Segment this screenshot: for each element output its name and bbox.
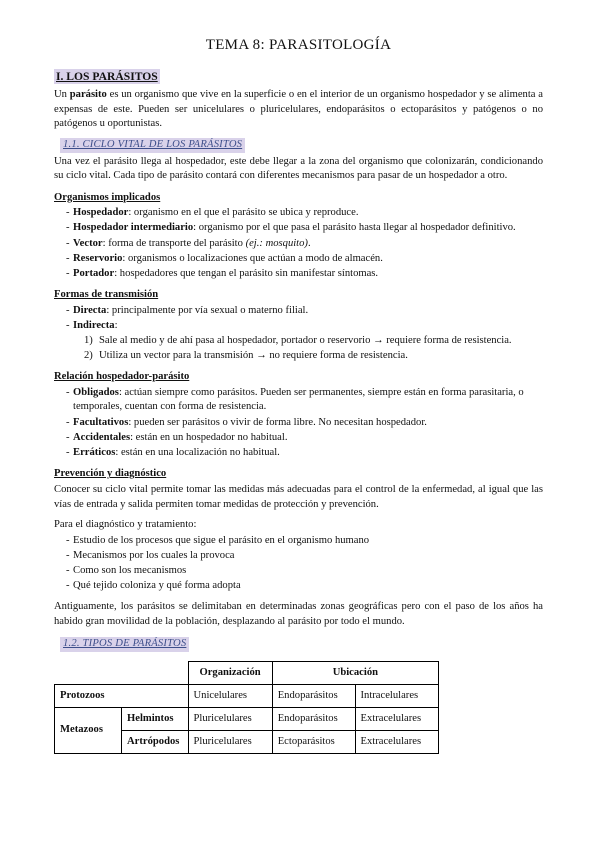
section-heading-parasitos: I. LOS PARÁSITOS <box>56 69 158 83</box>
list-item: - Hospedador intermediario: organismo por el que pasa el parásito hasta llegar al hospedador definitivo. <box>66 221 543 236</box>
table-cell: Endoparásitos <box>272 684 355 707</box>
header-organizacion: Organización <box>188 661 272 684</box>
header-ubicacion: Ubicación <box>272 661 438 684</box>
table-row <box>55 707 439 730</box>
term-parasito: parásito <box>69 89 107 101</box>
table-cell: Extracelulares <box>355 707 438 730</box>
table-row <box>55 684 439 707</box>
list-item: - Hospedador: organismo en el que el parásito se ubica y reproduce. <box>66 206 543 221</box>
list-item: - Obligados: actúan siempre como parásitos. Pueden ser permanentes, siempre están en forma parasitaria, o temporales, cuentan con forma de resistencia. <box>66 386 543 415</box>
diagnostico-list <box>54 534 543 594</box>
transmision-sublist <box>54 334 543 363</box>
row-label-helmintos: Helmintos <box>122 707 189 730</box>
subsection-heading-ciclo-vital: 1.1. CICLO VITAL DE LOS PARÁSITOS <box>60 138 245 153</box>
list-item: 2) Utiliza un vector para la transmisión → no requiere forma de resistencia. <box>84 349 408 361</box>
heading-formas-transmision: Formas de transmisión <box>54 289 159 301</box>
closing-text: Antiguamente, los parásitos se delimitaban en determinadas zonas geográficas pero con el paso de los años ha habido gran movilidad de la población, desplazando al parásito por todo el mundo. <box>54 601 543 627</box>
relacion-list <box>54 386 543 460</box>
list-item: - Estudio de los procesos que sigue el parásito en el organismo humano <box>66 534 543 549</box>
list-item: - Reservorio: organismos o localizaciones que actúan a modo de almacén. <box>66 252 543 267</box>
parasite-types-table <box>54 661 439 754</box>
table-cell: Extracelulares <box>355 730 438 753</box>
list-item: - Como son los mecanismos <box>66 564 543 579</box>
list-item: - Indirecta: <box>66 319 543 334</box>
organismos-list <box>54 206 543 281</box>
table-cell: Intracelulares <box>355 684 438 707</box>
row-label-protozoos: Protozoos <box>55 684 189 707</box>
row-label-artropodos: Artrópodos <box>122 730 189 753</box>
table-cell: Pluricelulares <box>188 707 272 730</box>
ciclo-vital-text: Una vez el parásito llega al hospedador, este debe llegar a la zona del organismo que colonizarán, condicionando su ciclo vital. Cada tipo de parásito contará con diferentes mecanismos para pasar de un hospedador a otro. <box>54 155 543 182</box>
table-row <box>55 661 439 684</box>
subsection-heading-tipos-parasitos: 1.2. TIPOS DE PARÁSITOS <box>60 637 189 652</box>
list-item: - Facultativos: pueden ser parásitos o vivir de forma libre. No necesitan hospedador. <box>66 416 543 431</box>
list-item: - Accidentales: están en un hospedador no habitual. <box>66 431 543 446</box>
list-item: - Directa: principalmente por vía sexual o materno filial. <box>66 304 543 319</box>
list-item: - Vector: forma de transporte del parásito (ej.: mosquito). <box>66 237 543 252</box>
transmision-list <box>54 304 543 334</box>
heading-prevencion-diagnostico: Prevención y diagnóstico <box>54 468 167 480</box>
row-label-metazoos: Metazoos <box>55 707 122 753</box>
heading-relacion-hospedador-parasito: Relación hospedador-parásito <box>54 371 190 383</box>
list-item: 1) Sale al medio y de ahí pasa al hospedador, portador o reservorio → requiere forma de resistencia. <box>84 335 512 347</box>
table-cell: Pluricelulares <box>188 730 272 753</box>
heading-organismos-implicados: Organismos implicados <box>54 191 161 203</box>
table-cell: Unicelulares <box>188 684 272 707</box>
list-item: - Erráticos: están en una localización no habitual. <box>66 446 543 461</box>
diagnostico-lead: Para el diagnóstico y tratamiento: <box>54 519 197 531</box>
table-cell: Ectoparásitos <box>272 730 355 753</box>
list-item: - Portador: hospedadores que tengan el parásito sin manifestar síntomas. <box>66 267 543 282</box>
table-cell: Endoparásitos <box>272 707 355 730</box>
list-item: - Qué tejido coloniza y qué forma adopta <box>66 579 543 594</box>
document-title: TEMA 8: PARASITOLOGÍA <box>205 37 392 53</box>
parasite-definition: Un parásito es un organismo que vive en la superficie o en el interior de un organismo hospedador y se alimenta a expensas de este. Pueden ser unicelulares o pluricelulares, endoparásitos o ectoparásitos y patógenos o no patógenos u oportunistas. <box>54 89 543 130</box>
prevencion-text: Conocer su ciclo vital permite tomar las medidas más adecuadas para el control de la enfermedad, al igual que las vías de entrada y salida permiten tomar medidas de protección y prevención. <box>54 483 543 510</box>
list-item: - Mecanismos por los cuales la provoca <box>66 549 543 564</box>
